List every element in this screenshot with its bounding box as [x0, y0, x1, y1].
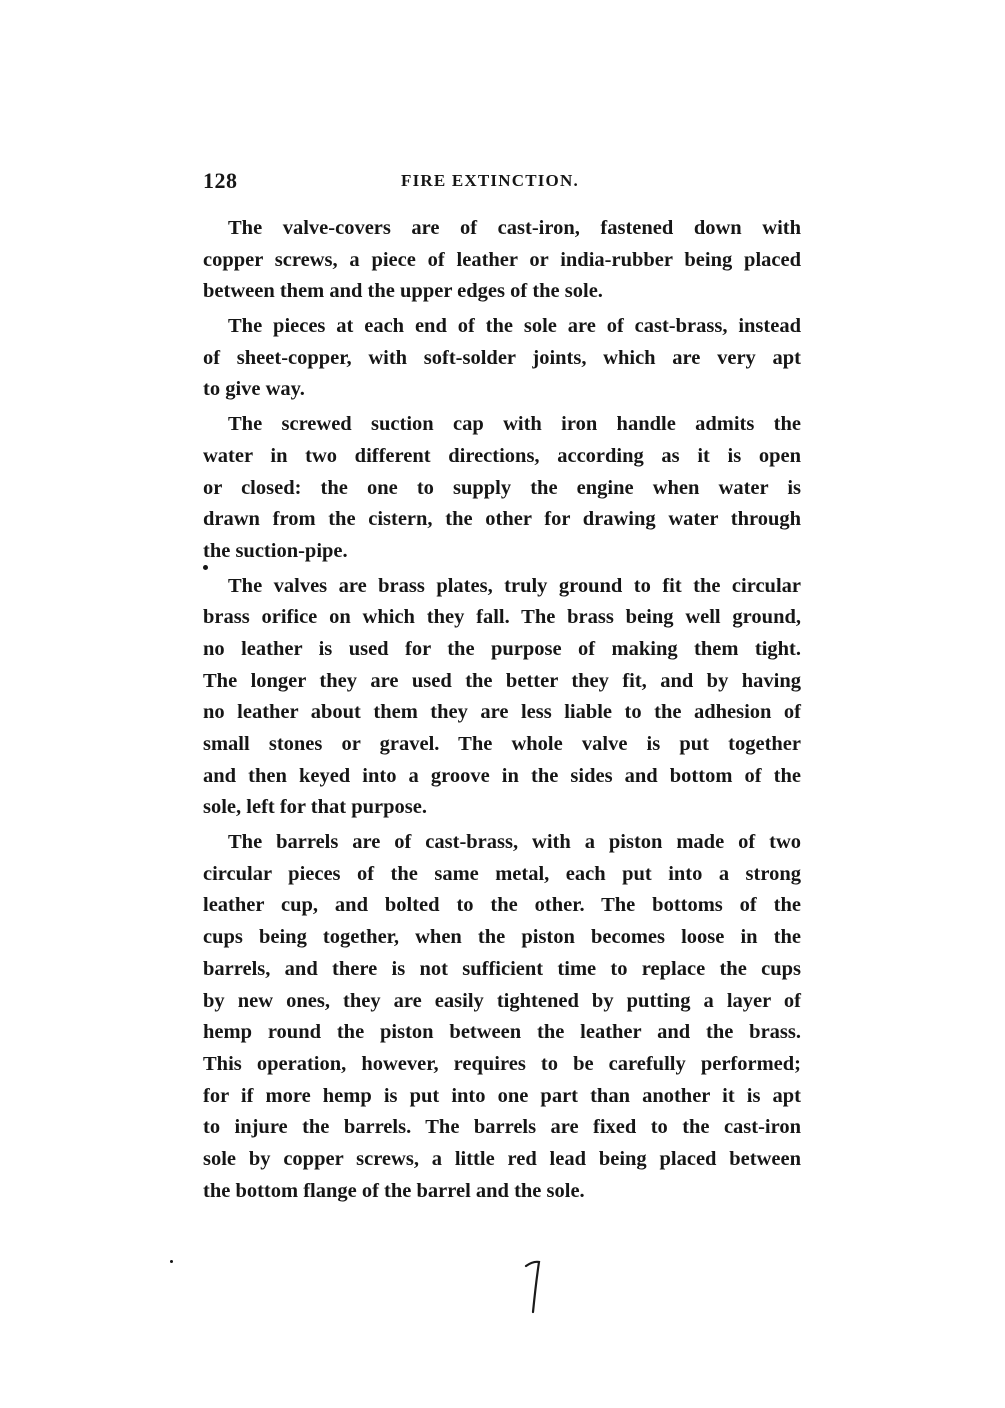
text-line: This operation, however, requires to be carefully performed; [203, 1052, 801, 1075]
running-title: FIRE EXTINCTION. [401, 171, 579, 190]
text-line: copper screws, a piece of leather or india-rubber being placed [203, 248, 801, 271]
text-line: leather cup, and bolted to the other. The bottoms of the [203, 894, 801, 917]
text-line: no leather about them they are less liable to the adhesion of [203, 701, 801, 724]
text-line: drawn from the cistern, the other for drawing water through [203, 508, 801, 531]
text-line: The screwed suction cap with iron handle admits the [228, 413, 801, 436]
text-line: and then keyed into a groove in the sides and bottom of the [203, 764, 801, 787]
text-line: sole, left for that purpose. [203, 796, 427, 819]
page-number: 128 [203, 168, 238, 193]
paragraph [203, 827, 801, 1207]
text-line: The valve-covers are of cast-iron, fastened down with [228, 217, 801, 239]
text-line: between them and the upper edges of the sole. [203, 280, 603, 303]
paragraph [203, 409, 801, 567]
text-line: barrels, and there is not sufficient time to replace the cups [203, 957, 801, 980]
text-line: The pieces at each end of the sole are of cast-brass, instead [228, 315, 801, 338]
text-line: brass orifice on which they fall. The brass being well ground, [203, 606, 801, 629]
handwritten-mark [522, 1258, 552, 1318]
text-line: small stones or gravel. The whole valve is put together [203, 733, 801, 755]
text-line: for if more hemp is put into one part than another it is apt [203, 1084, 801, 1107]
text-line: cups being together, when the piston becomes loose in the [203, 926, 801, 949]
text-line: hemp round the piston between the leather and the brass. [203, 1021, 801, 1044]
text-line: The barrels are of cast-brass, with a piston made of two [228, 831, 801, 854]
text-line: the bottom flange of the barrel and the sole. [203, 1179, 585, 1202]
running-head [203, 168, 803, 198]
text-line: the suction-pipe. [203, 539, 348, 562]
text-line: to injure the barrels. The barrels are fixed to the cast-iron [203, 1116, 801, 1139]
paragraph [203, 213, 801, 308]
text-line: The valves are brass plates, truly ground to fit the circular [228, 574, 801, 597]
paragraph [203, 311, 801, 406]
paragraph [203, 571, 801, 825]
stray-mark [170, 1260, 173, 1263]
text-line: or closed: the one to supply the engine when water is [203, 476, 801, 499]
text-line: The longer they are used the better they fit, and by having [203, 669, 801, 692]
text-line: by new ones, they are easily tightened by putting a layer of [203, 989, 801, 1012]
text-line: no leather is used for the purpose of making them tight. [203, 637, 801, 660]
text-line: sole by copper screws, a little red lead being placed between [203, 1147, 801, 1170]
text-line: water in two different directions, according as it is open [203, 444, 801, 467]
text-line: circular pieces of the same metal, each put into a strong [203, 862, 801, 885]
text-line: to give way. [203, 378, 305, 401]
text-line: of sheet-copper, with soft-solder joints, which are very apt [203, 346, 801, 369]
body-text [203, 213, 801, 1210]
